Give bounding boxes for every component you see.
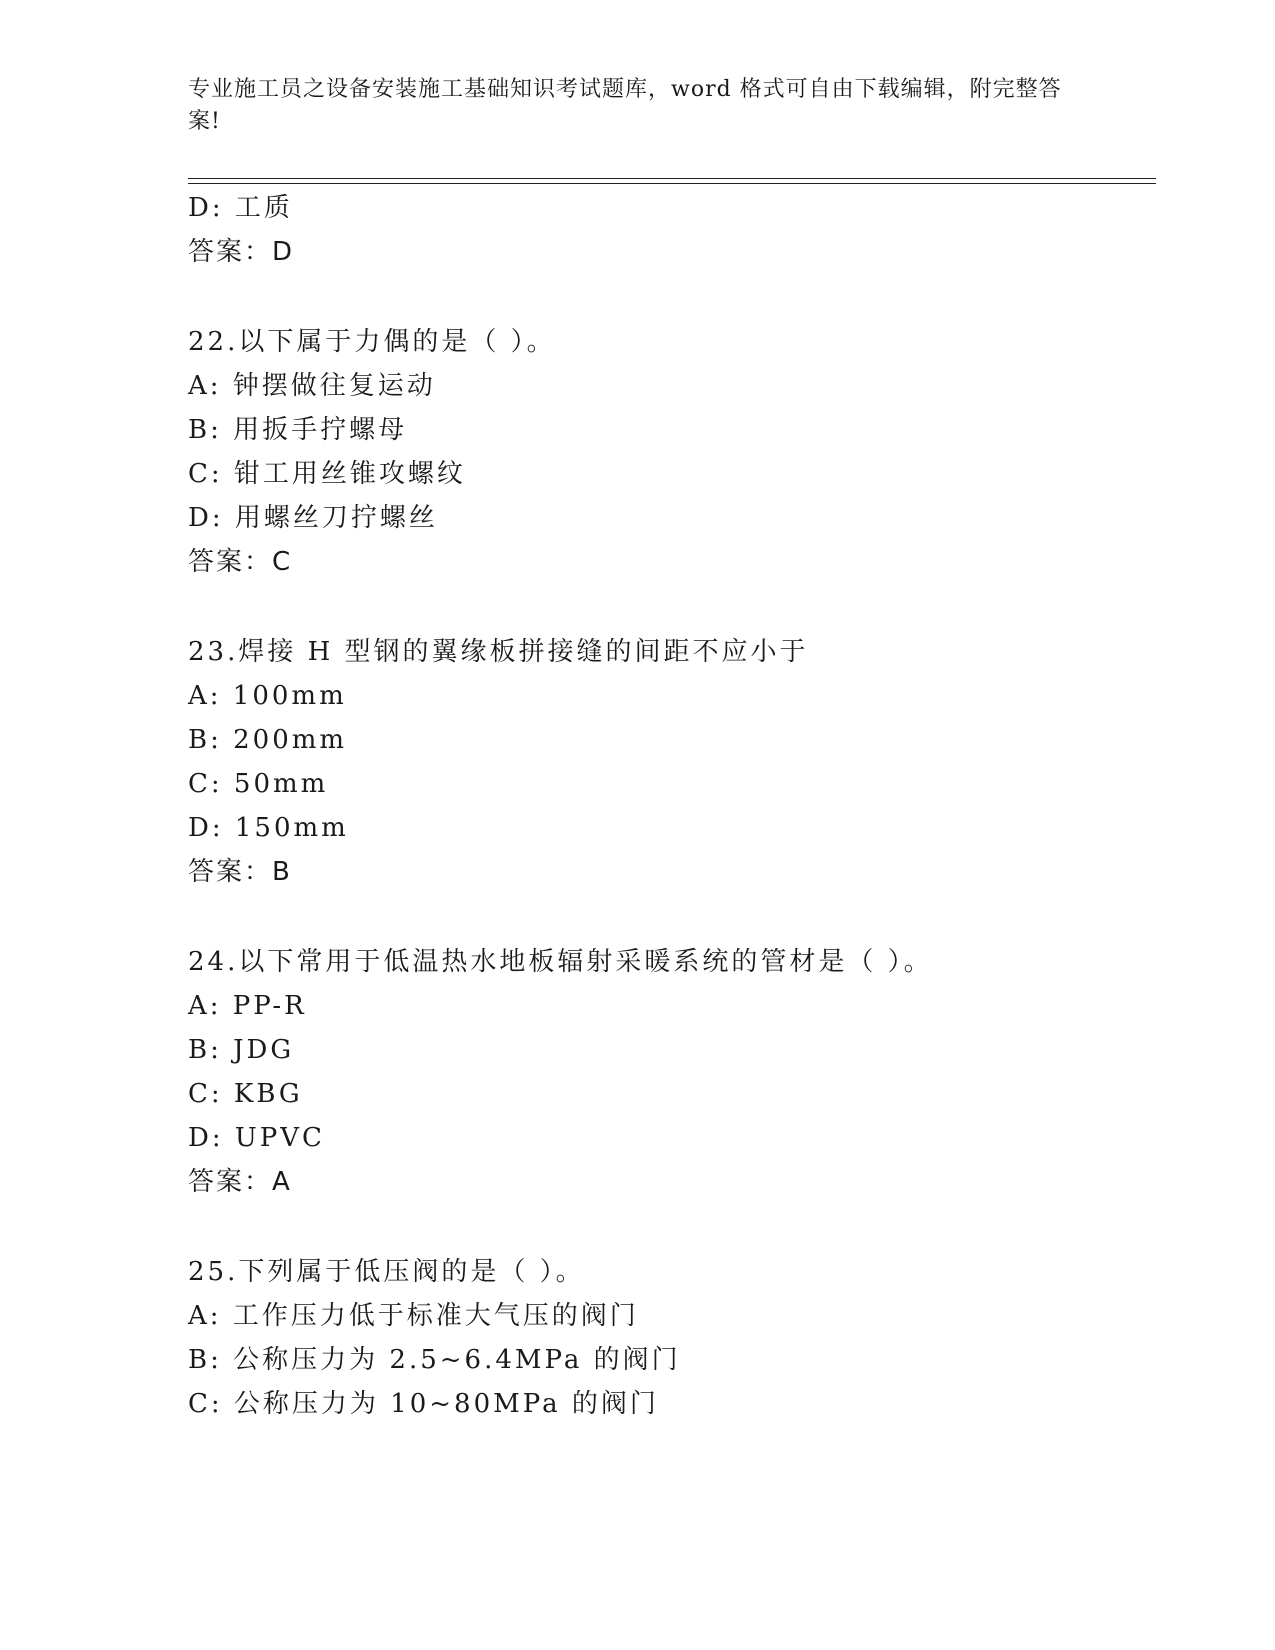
- question-22-option-b: B: 用扳手拧螺母: [188, 415, 408, 445]
- question-24-option-d: D: UPVC: [188, 1123, 325, 1153]
- question-24-answer: 答案：A: [188, 1167, 292, 1197]
- question-23-option-b: B: 200mm: [188, 725, 348, 755]
- header-divider-bottom: [188, 183, 1156, 184]
- question-24-option-a: A: PP-R: [188, 991, 307, 1021]
- question-22-option-a: A: 钟摆做往复运动: [188, 371, 436, 401]
- question-22-option-c: C: 钳工用丝锥攻螺纹: [188, 459, 466, 489]
- page-header-title: 专业施工员之设备安装施工基础知识考试题库，word 格式可自由下载编辑，附完整答案!: [188, 77, 1062, 134]
- question-22-stem: 22.以下属于力偶的是（ ）。: [188, 327, 556, 357]
- prev-answer: 答案：D: [188, 237, 295, 267]
- question-22-option-d: D: 用螺丝刀拧螺丝: [188, 503, 438, 533]
- question-23-option-a: A: 100mm: [188, 681, 347, 711]
- header-divider-top: [188, 178, 1156, 179]
- question-25-stem: 25.下列属于低压阀的是（ ）。: [188, 1257, 585, 1287]
- question-22-answer: 答案：C: [188, 547, 293, 577]
- question-25-option-c: C: 公称压力为 10~80MPa 的阀门: [188, 1389, 659, 1419]
- prev-option-d: D: 工质: [188, 193, 293, 223]
- question-24-option-c: C: KBG: [188, 1079, 303, 1109]
- question-23-option-d: D: 150mm: [188, 813, 349, 843]
- question-24-stem: 24.以下常用于低温热水地板辐射采暖系统的管材是（ ）。: [188, 947, 933, 977]
- question-23-option-c: C: 50mm: [188, 769, 329, 799]
- question-25-option-a: A: 工作压力低于标准大气压的阀门: [188, 1301, 639, 1331]
- question-23-answer: 答案：B: [188, 857, 292, 887]
- question-24-option-b: B: JDG: [188, 1035, 295, 1065]
- question-25-option-b: B: 公称压力为 2.5~6.4MPa 的阀门: [188, 1345, 681, 1375]
- question-23-stem: 23.焊接 H 型钢的翼缘板拼接缝的间距不应小于: [188, 637, 809, 667]
